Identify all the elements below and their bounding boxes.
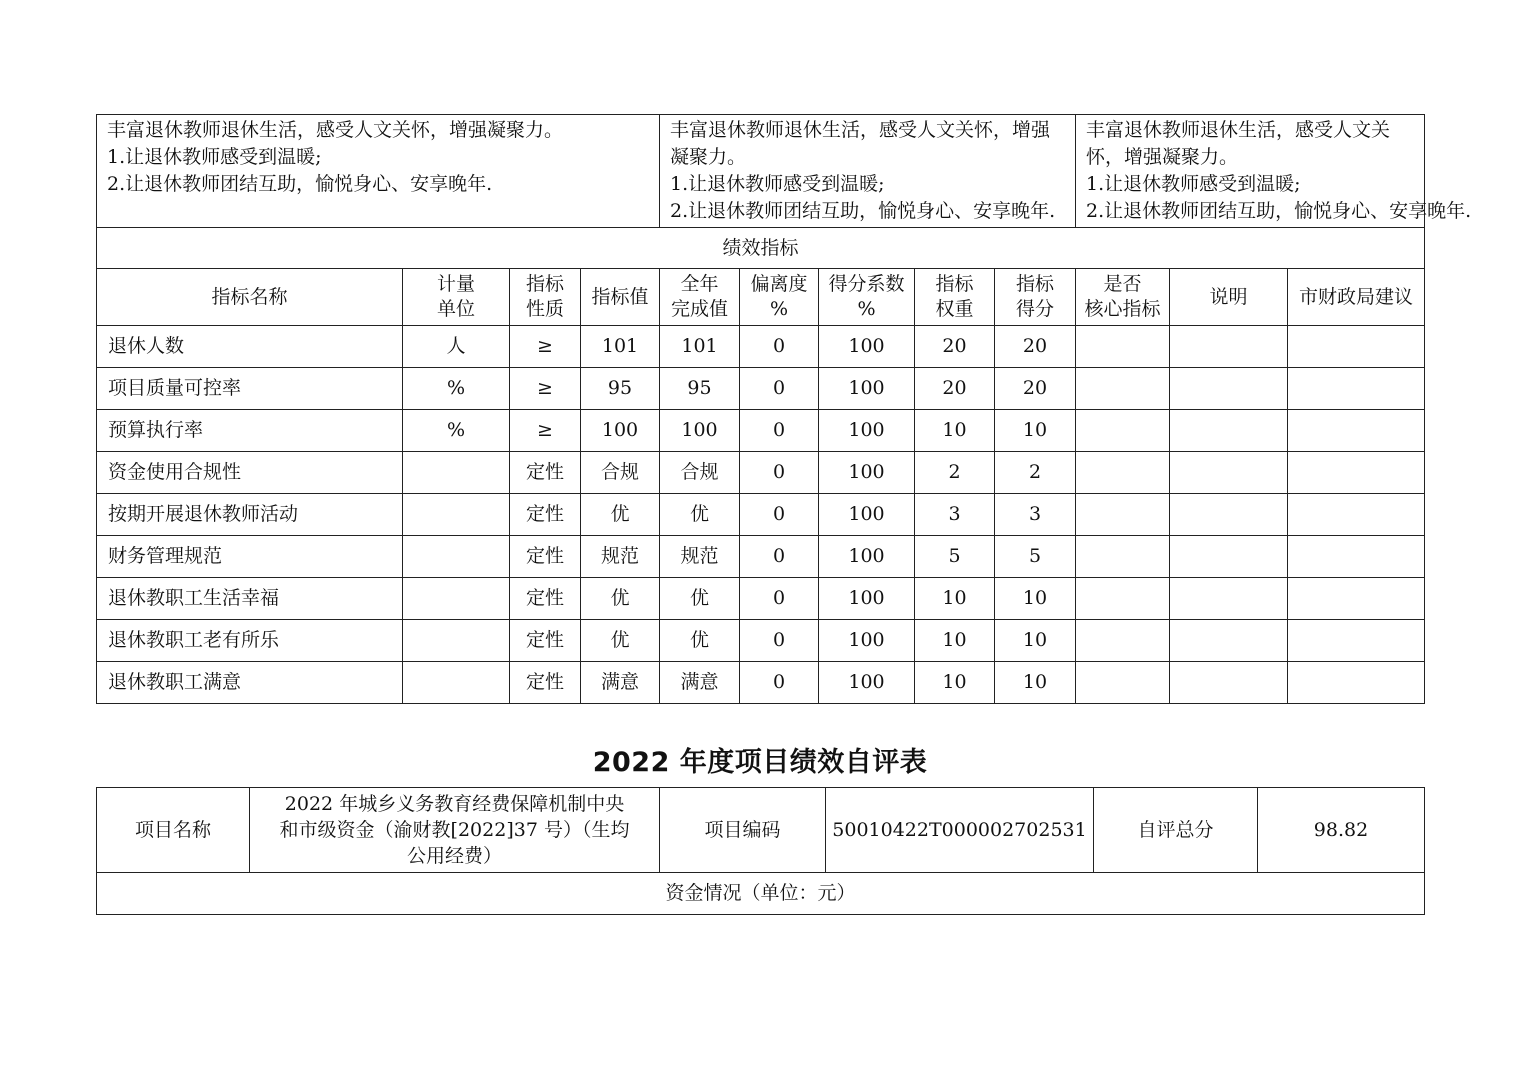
header-target: 指标值 (581, 269, 660, 326)
cell-weight: 10 (915, 620, 995, 662)
cell-name: 退休教职工生活幸福 (97, 578, 403, 620)
cell-coef: 100 (819, 368, 915, 410)
cell-score: 10 (995, 578, 1076, 620)
cell-coef: 100 (819, 536, 915, 578)
goal-line: 2.让退休教师团结互助，愉悦身心、安享晚年. (1086, 200, 1472, 222)
header-deviation: 偏离度 % (740, 269, 819, 326)
project-info-row (97, 788, 1425, 873)
cell-advice (1288, 578, 1425, 620)
cell-weight: 20 (915, 326, 995, 368)
cell-deviation: 0 (740, 452, 819, 494)
cell-advice (1288, 620, 1425, 662)
cell-advice (1288, 452, 1425, 494)
cell-note (1170, 326, 1288, 368)
cell-coef: 100 (819, 410, 915, 452)
goal-line: 2.让退休教师团结互助，愉悦身心、安享晚年. (107, 173, 493, 195)
goals-row (97, 115, 1425, 228)
cell-actual: 100 (660, 410, 740, 452)
table-row (97, 452, 1425, 494)
cell-core (1076, 494, 1170, 536)
cell-core (1076, 578, 1170, 620)
form-title: 2022 年度项目绩效自评表 (592, 747, 928, 778)
cell-advice (1288, 326, 1425, 368)
cell-actual: 101 (660, 326, 740, 368)
score-value: 98.82 (1258, 788, 1425, 873)
cell-target: 优 (581, 578, 660, 620)
funds-title: 资金情况（单位：元） (97, 873, 1425, 915)
cell-note (1170, 410, 1288, 452)
goal-line: 1.让退休教师感受到温暖; (1086, 173, 1301, 195)
project-name-value: 2022 年城乡义务教育经费保障机制中央 和市级资金（渝财教[2022]37 号）（生均 公用经费） (250, 788, 660, 873)
goal-paragraph: 丰富退休教师退休生活，感受人文关怀，增强凝聚力。 (107, 119, 564, 141)
cell-nature: ≥ (510, 368, 581, 410)
cell-nature: 定性 (510, 536, 581, 578)
cell-target: 优 (581, 494, 660, 536)
cell-score: 3 (995, 494, 1076, 536)
cell-actual: 合规 (660, 452, 740, 494)
cell-target: 101 (581, 326, 660, 368)
header-weight: 指标 权重 (915, 269, 995, 326)
cell-score: 10 (995, 620, 1076, 662)
performance-table (96, 114, 1472, 704)
cell-name: 退休教职工老有所乐 (97, 620, 403, 662)
project-code-value: 50010422T000002702531 (826, 788, 1094, 873)
cell-unit: % (403, 368, 510, 410)
cell-name: 预算执行率 (97, 410, 403, 452)
cell-weight: 20 (915, 368, 995, 410)
cell-name: 按期开展退休教师活动 (97, 494, 403, 536)
cell-score: 2 (995, 452, 1076, 494)
cell-weight: 10 (915, 410, 995, 452)
table-row (97, 620, 1425, 662)
cell-unit (403, 578, 510, 620)
table-row (97, 410, 1425, 452)
header-unit: 计量 单位 (403, 269, 510, 326)
table-row (97, 662, 1425, 704)
cell-actual: 满意 (660, 662, 740, 704)
cell-nature: 定性 (510, 452, 581, 494)
cell-unit (403, 494, 510, 536)
cell-deviation: 0 (740, 368, 819, 410)
cell-name: 退休人数 (97, 326, 403, 368)
goal-line: 2.让退休教师团结互助，愉悦身心、安享晚年. (670, 200, 1056, 222)
cell-target: 95 (581, 368, 660, 410)
cell-unit: 人 (403, 326, 510, 368)
goal-paragraph: 丰富退休教师退休生活，感受人文关怀，增强凝聚力。 (1086, 119, 1391, 168)
cell-unit (403, 452, 510, 494)
score-label: 自评总分 (1094, 788, 1258, 873)
header-name: 指标名称 (97, 269, 403, 326)
self-evaluation-table (96, 787, 1425, 915)
cell-note (1170, 536, 1288, 578)
cell-actual: 95 (660, 368, 740, 410)
cell-deviation: 0 (740, 536, 819, 578)
cell-weight: 3 (915, 494, 995, 536)
section-title: 绩效指标 (97, 228, 1425, 269)
cell-target: 100 (581, 410, 660, 452)
cell-unit (403, 620, 510, 662)
cell-name: 财务管理规范 (97, 536, 403, 578)
cell-coef: 100 (819, 452, 915, 494)
table-row (97, 368, 1425, 410)
cell-actual: 优 (660, 494, 740, 536)
header-advice: 市财政局建议 (1288, 269, 1425, 326)
project-code-label: 项目编码 (660, 788, 826, 873)
goal-line: 1.让退休教师感受到温暖; (107, 146, 322, 168)
cell-core (1076, 410, 1170, 452)
cell-coef: 100 (819, 494, 915, 536)
cell-advice (1288, 662, 1425, 704)
cell-core (1076, 662, 1170, 704)
cell-score: 20 (995, 368, 1076, 410)
cell-score: 20 (995, 326, 1076, 368)
cell-nature: 定性 (510, 578, 581, 620)
cell-coef: 100 (819, 326, 915, 368)
cell-nature: 定性 (510, 620, 581, 662)
cell-core (1076, 536, 1170, 578)
header-score: 指标 得分 (995, 269, 1076, 326)
cell-advice (1288, 536, 1425, 578)
goal-cell-2 (660, 115, 1076, 228)
cell-note (1170, 662, 1288, 704)
cell-deviation: 0 (740, 494, 819, 536)
goal-paragraph: 丰富退休教师退休生活，感受人文关怀，增强凝聚力。 (670, 119, 1051, 168)
cell-advice (1288, 410, 1425, 452)
cell-advice (1288, 494, 1425, 536)
cell-advice (1288, 368, 1425, 410)
header-note: 说明 (1170, 269, 1288, 326)
cell-note (1170, 452, 1288, 494)
cell-core (1076, 452, 1170, 494)
cell-core (1076, 620, 1170, 662)
header-core: 是否 核心指标 (1076, 269, 1170, 326)
header-nature: 指标 性质 (510, 269, 581, 326)
cell-unit (403, 536, 510, 578)
cell-deviation: 0 (740, 578, 819, 620)
header-row (97, 269, 1425, 326)
cell-coef: 100 (819, 578, 915, 620)
cell-weight: 10 (915, 662, 995, 704)
goal-line: 1.让退休教师感受到温暖; (670, 173, 885, 195)
cell-actual: 规范 (660, 536, 740, 578)
goal-cell-3 (1076, 115, 1472, 228)
cell-note (1170, 494, 1288, 536)
cell-unit (403, 662, 510, 704)
cell-nature: 定性 (510, 494, 581, 536)
cell-name: 退休教职工满意 (97, 662, 403, 704)
table-row (97, 578, 1425, 620)
cell-unit: % (403, 410, 510, 452)
cell-target: 规范 (581, 536, 660, 578)
header-coef: 得分系数 % (819, 269, 915, 326)
cell-score: 5 (995, 536, 1076, 578)
cell-note (1170, 620, 1288, 662)
cell-actual: 优 (660, 620, 740, 662)
cell-core (1076, 368, 1170, 410)
cell-weight: 2 (915, 452, 995, 494)
cell-coef: 100 (819, 662, 915, 704)
cell-score: 10 (995, 662, 1076, 704)
cell-target: 满意 (581, 662, 660, 704)
cell-nature: ≥ (510, 326, 581, 368)
cell-score: 10 (995, 410, 1076, 452)
cell-nature: ≥ (510, 410, 581, 452)
cell-core (1076, 326, 1170, 368)
cell-actual: 优 (660, 578, 740, 620)
cell-coef: 100 (819, 620, 915, 662)
cell-name: 项目质量可控率 (97, 368, 403, 410)
table-row (97, 326, 1425, 368)
goal-cell-1 (97, 115, 660, 228)
cell-note (1170, 578, 1288, 620)
table-row (97, 536, 1425, 578)
cell-target: 优 (581, 620, 660, 662)
cell-deviation: 0 (740, 410, 819, 452)
cell-deviation: 0 (740, 326, 819, 368)
project-name-label: 项目名称 (97, 788, 250, 873)
cell-note (1170, 368, 1288, 410)
cell-name: 资金使用合规性 (97, 452, 403, 494)
cell-weight: 5 (915, 536, 995, 578)
cell-deviation: 0 (740, 662, 819, 704)
cell-nature: 定性 (510, 662, 581, 704)
cell-target: 合规 (581, 452, 660, 494)
table-row (97, 494, 1425, 536)
header-actual: 全年 完成值 (660, 269, 740, 326)
cell-deviation: 0 (740, 620, 819, 662)
cell-weight: 10 (915, 578, 995, 620)
